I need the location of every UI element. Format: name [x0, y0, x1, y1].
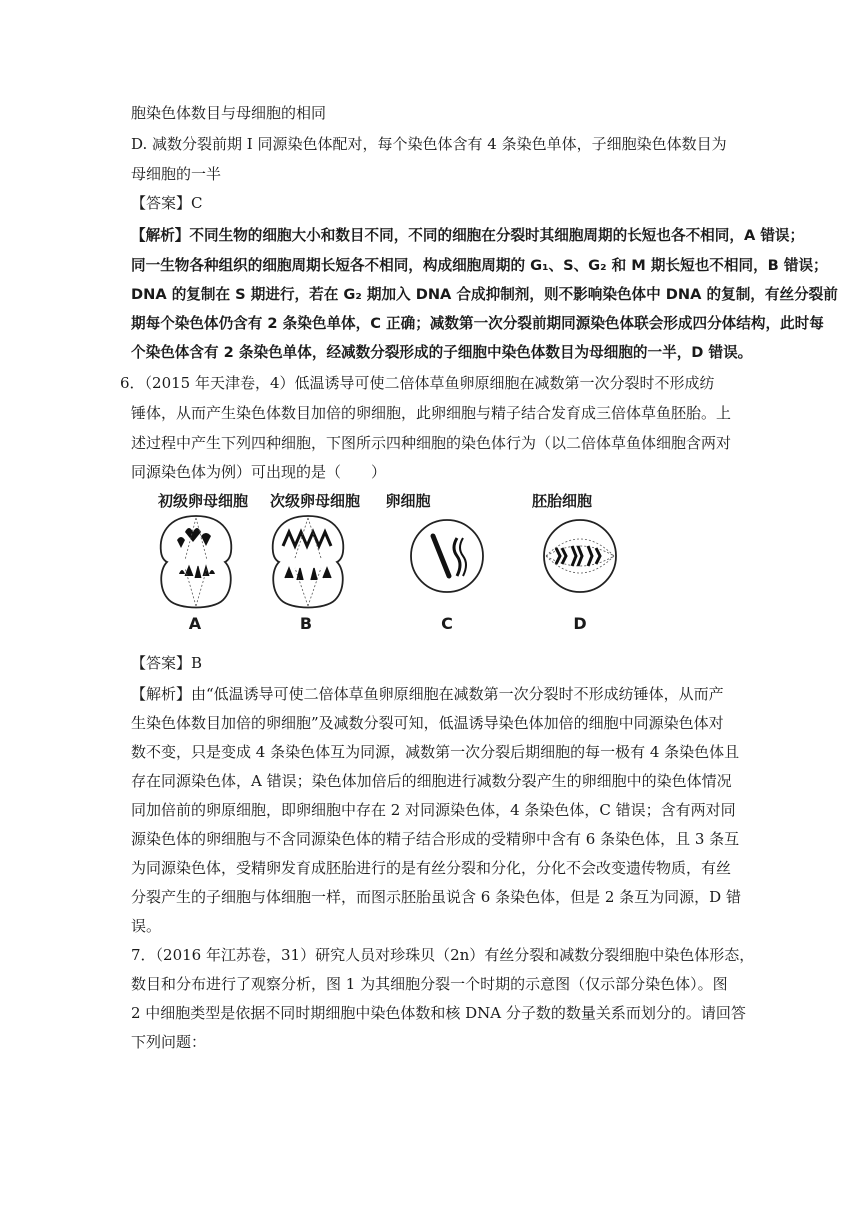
text-line: 述过程中产生下列四种细胞，下图所示四种细胞的染色体行为（以二倍体草鱼体细胞含两对 — [131, 434, 732, 452]
option-d-label: D — [573, 614, 587, 633]
text-line: 同源染色体为例）可出现的是（ ） — [131, 463, 387, 481]
cell-c-diagram — [407, 512, 487, 612]
cell-d-diagram — [540, 512, 620, 612]
text-line: 存在同源染色体，A 错误；染色体加倍后的细胞进行减数分裂产生的卵细胞中的染色体情况 — [131, 772, 732, 790]
answer-label: 【答案】C — [131, 194, 203, 212]
option-b-label: B — [299, 614, 313, 633]
text-line: 源染色体的卵细胞与不含同源染色体的精子结合形成的受精卵中含有 6 条染色体，且 3 条互 — [131, 830, 740, 848]
question-7: 7．（2016 年江苏卷，31）研究人员对珍珠贝（2n）有丝分裂和减数分裂细胞中染色体形态， — [131, 946, 755, 964]
text-line: 锤体，从而产生染色体数目加倍的卵细胞，此卵细胞与精子结合发育成三倍体草鱼胚胎。上 — [131, 404, 732, 422]
text-line: 误。 — [131, 917, 162, 935]
text-line: 为同源染色体，受精卵发育成胚胎进行的是有丝分裂和分化，分化不会改变遗传物质，有丝 — [131, 859, 732, 877]
figure-title-a: 初级卵母细胞 — [157, 492, 248, 510]
figure-title-c: 卵细胞 — [385, 492, 431, 510]
text-line: 数目和分布进行了观察分析，图 1 为其细胞分裂一个时期的示意图（仅示部分染色体）。图 — [131, 975, 728, 993]
figure-title-d: 胚胎细胞 — [531, 492, 592, 510]
option-c-label: C — [441, 614, 453, 633]
text-line: 胞染色体数目与母细胞的相同 — [131, 104, 327, 122]
analysis-line: 【解析】不同生物的细胞大小和数目不同，不同的细胞在分裂时其细胞周期的长短也各不相同，A 错误； — [131, 227, 805, 244]
cell-a-diagram — [155, 512, 237, 612]
analysis-line: 期每个染色体仍含有 2 条染色单体，C 正确；减数第一次分裂前期同源染色体联会形成四分体结构，此时每 — [131, 315, 824, 332]
text-line: 数不变，只是变成 4 条染色体互为同源，减数第一次分裂后期细胞的每一极有 4 条染色体且 — [131, 743, 740, 761]
text-line: 下列问题： — [131, 1033, 207, 1051]
text-line: 【解析】由“低温诱导可使二倍体草鱼卵原细胞在减数第一次分裂时不形成纺锤体，从而产 — [131, 685, 724, 703]
figure-title-b: 次级卵母细胞 — [269, 492, 360, 510]
option-d: D. 减数分裂前期 I 同源染色体配对，每个染色体含有 4 条染色单体，子细胞染色体数目为 — [131, 135, 727, 153]
answer-label: 【答案】B — [131, 654, 203, 672]
cell-b-diagram — [267, 512, 349, 612]
text-line: 分裂产生的子细胞与体细胞一样，而图示胚胎虽说含 6 条染色体，但是 2 条互为同源，D 错 — [131, 888, 741, 906]
analysis-line: DNA 的复制在 S 期进行，若在 G₂ 期加入 DNA 合成抑制剂，则不影响染色体中 DNA 的复制，有丝分裂前 — [131, 286, 838, 303]
question-6: 6．（2015 年天津卷，4）低温诱导可使二倍体草鱼卵原细胞在减数第一次分裂时不形成纺 — [120, 374, 715, 392]
text-line: 生染色体数目加倍的卵细胞”及减数分裂可知，低温诱导染色体加倍的细胞中同源染色体对 — [131, 714, 724, 732]
text-line: 母细胞的一半 — [131, 165, 222, 183]
option-a-label: A — [188, 614, 202, 633]
cell-division-figure — [145, 490, 625, 640]
analysis-line: 个染色体含有 2 条染色单体，经减数分裂形成的子细胞中染色体数目为母细胞的一半，D 错误。 — [131, 344, 753, 361]
text-line: 2 中细胞类型是依据不同时期细胞中染色体数和核 DNA 分子数的数量关系而划分的。请回答 — [131, 1004, 746, 1022]
analysis-line: 同一生物各种组织的细胞周期长短各不相同，构成细胞周期的 G₁、S、G₂ 和 M 期长短也不相同，B 错误； — [131, 257, 828, 274]
text-line: 同加倍前的卵原细胞，即卵细胞中存在 2 对同源染色体，4 条染色体，C 错误；含有两对同 — [131, 801, 736, 819]
